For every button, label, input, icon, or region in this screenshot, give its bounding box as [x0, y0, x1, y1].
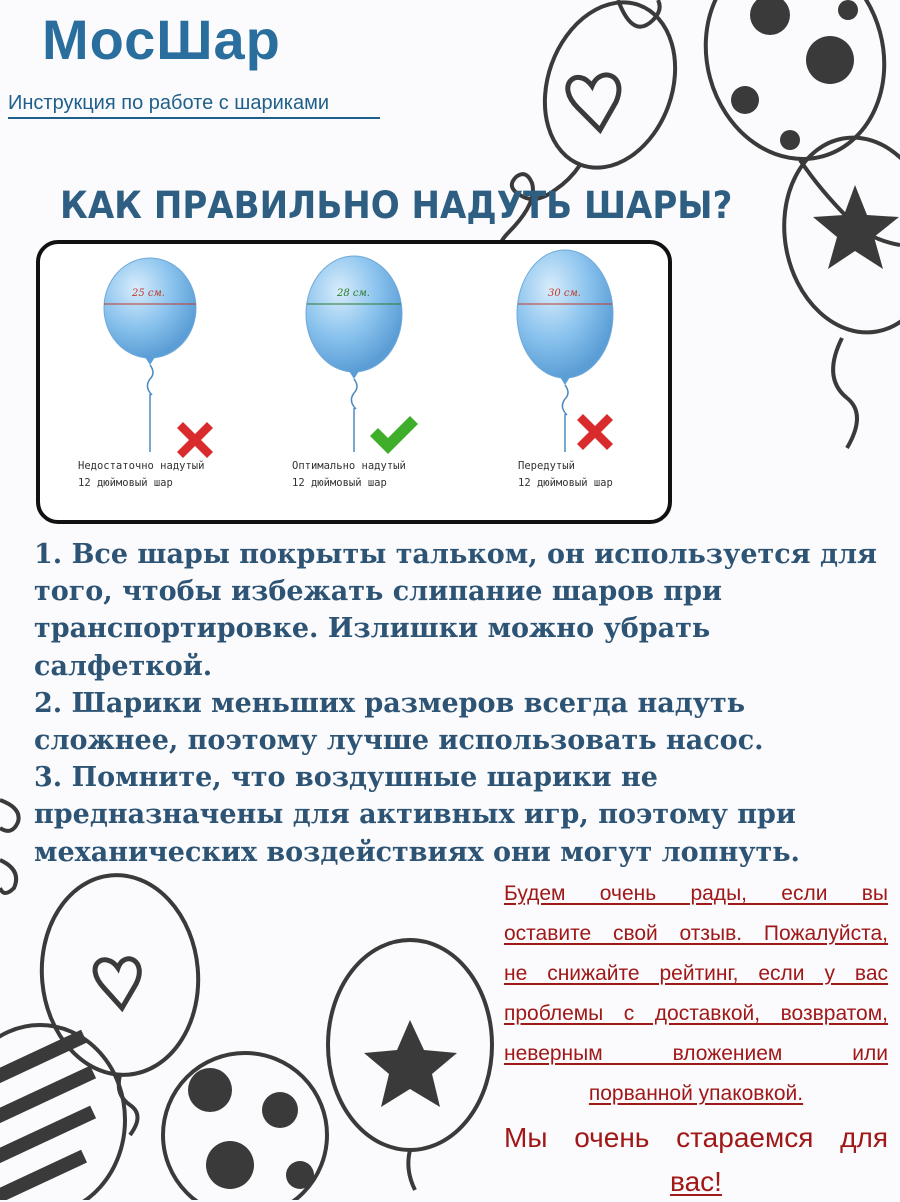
balloon-size-label: 28 см. [337, 288, 370, 299]
review-line: не снижайте рейтинг, если у вас [504, 962, 888, 985]
caption-line: 12 дюймовый шар [292, 477, 387, 489]
review-line: порванной упаковкой. [588, 1082, 804, 1105]
caption-line: Оптимально надутый [292, 460, 406, 472]
tip-item: 3. Помните, что воздушные шарики не предназначены для активных игр, поэтому при механических воздействиях они могут лопнуть. [34, 762, 800, 868]
red-cross-icon [577, 414, 613, 450]
tips-list [34, 536, 884, 871]
review-request-note [504, 874, 888, 1202]
inflation-diagram-panel [36, 240, 672, 524]
page-heading: КАК ПРАВИЛЬНО НАДУТЬ ШАРЫ? [60, 184, 733, 227]
optimal-balloon [306, 256, 402, 452]
brand-subtitle: Инструкция по работе с шариками [8, 92, 380, 119]
balloon-size-label: 30 см. [548, 288, 581, 299]
brand-logo-text: МосШар [42, 8, 281, 71]
balloon-caption [78, 458, 204, 492]
caption-line: Передутый [518, 460, 575, 472]
tip-item: 2. Шарики меньших размеров всегда надуть сложнее, поэтому лучше использовать насос. [34, 687, 764, 757]
overinflated-balloon [517, 250, 613, 452]
red-cross-icon [177, 422, 213, 458]
green-check-icon [370, 416, 418, 454]
caption-line: 12 дюймовый шар [518, 477, 613, 489]
balloon-size-label: 25 см. [132, 288, 165, 299]
balloon-caption [518, 458, 613, 492]
caption-line: Недостаточно надутый [78, 460, 205, 472]
review-line: оставите свой отзыв. Пожалуйста, [504, 922, 888, 945]
balloon-caption [292, 458, 406, 492]
tip-item: 1. Все шары покрыты тальком, он используется для того, чтобы избежать слипание шаров при транспортировке. Излишки можно убрать салфеткой. [34, 539, 877, 682]
review-line: проблемы с доставкой, возвратом, [504, 1002, 888, 1025]
review-line: неверным вложением или [504, 1042, 888, 1065]
review-closing: вас! [670, 1166, 722, 1197]
caption-line: 12 дюймовый шар [78, 477, 173, 489]
review-closing: Мы очень стараемся для [504, 1122, 888, 1153]
review-line: Будем очень рады, если вы [504, 882, 888, 905]
